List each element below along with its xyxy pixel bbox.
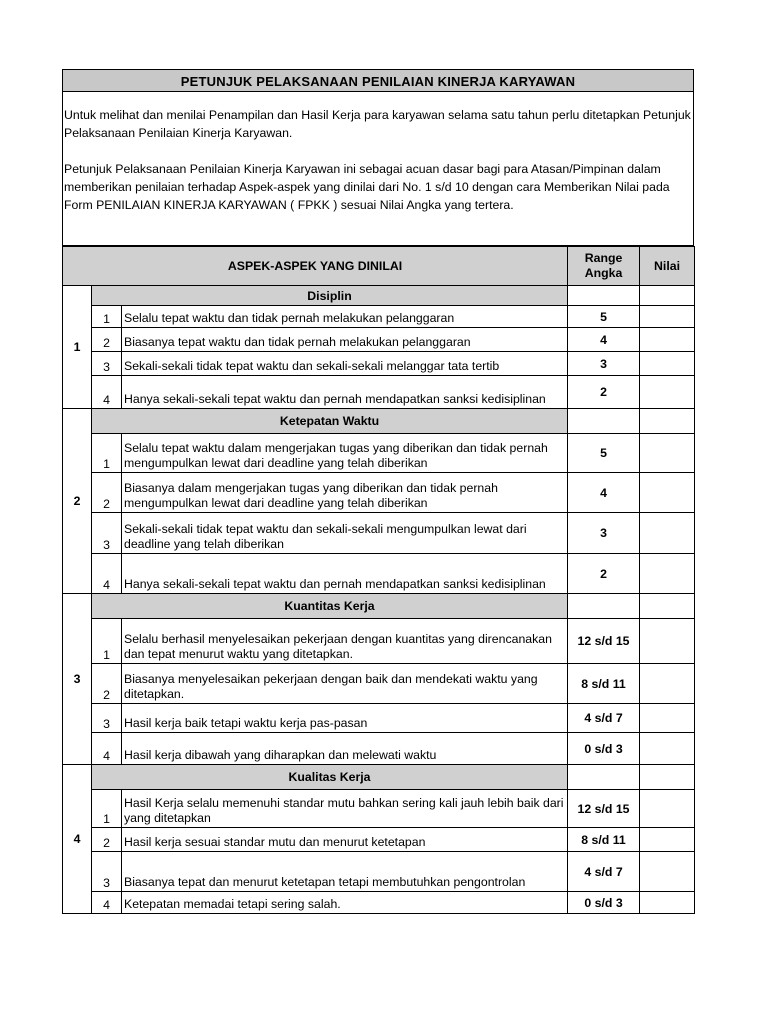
item-description: Sekali-sekali tidak tepat waktu dan sekali-sekali melanggar tata tertib [122,352,568,376]
nilai-input-cell[interactable] [640,376,695,409]
nilai-input-cell[interactable] [640,828,695,852]
item-number: 4 [92,892,122,914]
group-number: 3 [63,594,92,765]
category-range-blank [568,594,640,619]
item-description: Hanya sekali-sekali tepat waktu dan pernah mendapatkan sanksi kedisiplinan [122,376,568,409]
item-description: Sekali-sekali tidak tepat waktu dan sekali-sekali mengumpulkan lewat dari deadline yang telah diberikan [122,513,568,554]
item-description: Hasil kerja baik tetapi waktu kerja pas-pasan [122,704,568,733]
group-number: 1 [63,286,92,409]
range-angka-cell: 5 [568,434,640,473]
document [62,69,694,914]
item-description: Ketepatan memadai tetapi sering salah. [122,892,568,914]
item-description: Hasil Kerja selalu memenuhi standar mutu bahkan sering kali jauh lebih baik dari yang ditetapkan [122,790,568,828]
intro-paragraph-1: Untuk melihat dan menilai Penampilan dan Hasil Kerja para karyawan selama satu tahun perlu ditetapkan Petunjuk Pelaksanaan Penilaian Kinerja Karyawan. [64,108,691,140]
nilai-input-cell[interactable] [640,434,695,473]
category-nilai-blank [640,594,695,619]
range-angka-cell: 5 [568,306,640,328]
category-label: Ketepatan Waktu [92,409,568,434]
range-angka-cell: 0 s/d 3 [568,892,640,914]
item-number: 1 [92,434,122,473]
item-number: 3 [92,513,122,554]
category-row [63,409,695,434]
table-row [63,892,695,914]
group-number: 2 [63,409,92,594]
table-body [63,286,695,914]
table-header-row [63,247,695,286]
table-row [63,328,695,352]
range-angka-cell: 0 s/d 3 [568,733,640,765]
range-angka-cell: 12 s/d 15 [568,619,640,664]
item-number: 1 [92,306,122,328]
nilai-input-cell[interactable] [640,513,695,554]
item-description: Biasanya menyelesaikan pekerjaan dengan baik dan mendekati waktu yang ditetapkan. [122,664,568,704]
range-angka-cell: 4 s/d 7 [568,852,640,892]
item-description: Biasanya dalam mengerjakan tugas yang diberikan dan tidak pernah mengumpulkan lewat dari deadline yang telah diberikan [122,473,568,513]
header-aspek: ASPEK-ASPEK YANG DINILAI [63,247,568,286]
category-range-blank [568,286,640,306]
range-angka-cell: 2 [568,554,640,594]
category-range-blank [568,409,640,434]
item-description: Hasil kerja sesuai standar mutu dan menurut ketetapan [122,828,568,852]
item-description: Selalu berhasil menyelesaikan pekerjaan dengan kuantitas yang direncanakan dan tepat menurut waktu yang ditetapkan. [122,619,568,664]
table-row [63,434,695,473]
item-number: 2 [92,473,122,513]
nilai-input-cell[interactable] [640,790,695,828]
item-description: Hanya sekali-sekali tepat waktu dan pernah mendapatkan sanksi kedisiplinan [122,554,568,594]
category-range-blank [568,765,640,790]
item-number: 4 [92,376,122,409]
table-row [63,376,695,409]
intro-section [62,92,694,246]
range-angka-cell: 8 s/d 11 [568,664,640,704]
group-number: 4 [63,765,92,914]
item-description: Biasanya tepat waktu dan tidak pernah melakukan pelanggaran [122,328,568,352]
range-angka-cell: 12 s/d 15 [568,790,640,828]
item-number: 1 [92,790,122,828]
intro-paragraph-2: Petunjuk Pelaksanaan Penilaian Kinerja Karyawan ini sebagai acuan dasar bagi para Atasan/Pimpinan dalam memberikan penilaian terhadap Aspek-aspek yang dinilai dari No. 1 s/d 10 dengan cara Memberikan Nilai pada Form PENILAIAN KINERJA KARYAWAN ( FPKK ) sesuai Nilai Angka yang tertera. [64,162,670,212]
item-number: 3 [92,704,122,733]
table-row [63,619,695,664]
header-range-angka: Range Angka [568,247,640,286]
nilai-input-cell[interactable] [640,352,695,376]
category-row [63,765,695,790]
header-nilai: Nilai [640,247,695,286]
document-title: PETUNJUK PELAKSANAAN PENILAIAN KINERJA KARYAWAN [62,69,694,92]
nilai-input-cell[interactable] [640,664,695,704]
category-row [63,286,695,306]
table-row [63,554,695,594]
table-row [63,733,695,765]
table-row [63,473,695,513]
nilai-input-cell[interactable] [640,554,695,594]
item-description: Selalu tepat waktu dalam mengerjakan tugas yang diberikan dan tidak pernah mengumpulkan lewat dari deadline yang telah diberikan [122,434,568,473]
category-label: Disiplin [92,286,568,306]
item-description: Hasil kerja dibawah yang diharapkan dan melewati waktu [122,733,568,765]
item-number: 2 [92,664,122,704]
category-nilai-blank [640,286,695,306]
range-angka-cell: 4 s/d 7 [568,704,640,733]
item-number: 4 [92,733,122,765]
table-row [63,828,695,852]
item-number: 2 [92,828,122,852]
table-row [63,352,695,376]
nilai-input-cell[interactable] [640,852,695,892]
assessment-table [62,246,695,914]
range-angka-cell: 3 [568,513,640,554]
nilai-input-cell[interactable] [640,306,695,328]
item-description: Biasanya tepat dan menurut ketetapan tetapi membutuhkan pengontrolan [122,852,568,892]
item-number: 4 [92,554,122,594]
item-number: 1 [92,619,122,664]
table-row [63,852,695,892]
category-row [63,594,695,619]
category-nilai-blank [640,765,695,790]
range-angka-cell: 4 [568,473,640,513]
range-angka-cell: 4 [568,328,640,352]
nilai-input-cell[interactable] [640,619,695,664]
nilai-input-cell[interactable] [640,704,695,733]
nilai-input-cell[interactable] [640,328,695,352]
table-row [63,790,695,828]
table-row [63,704,695,733]
range-angka-cell: 2 [568,376,640,409]
category-nilai-blank [640,409,695,434]
nilai-input-cell[interactable] [640,473,695,513]
range-angka-cell: 8 s/d 11 [568,828,640,852]
item-number: 3 [92,852,122,892]
nilai-input-cell[interactable] [640,733,695,765]
item-description: Selalu tepat waktu dan tidak pernah melakukan pelanggaran [122,306,568,328]
item-number: 2 [92,328,122,352]
nilai-input-cell[interactable] [640,892,695,914]
table-row [63,513,695,554]
category-label: Kualitas Kerja [92,765,568,790]
table-row [63,306,695,328]
category-label: Kuantitas Kerja [92,594,568,619]
range-angka-cell: 3 [568,352,640,376]
table-row [63,664,695,704]
item-number: 3 [92,352,122,376]
